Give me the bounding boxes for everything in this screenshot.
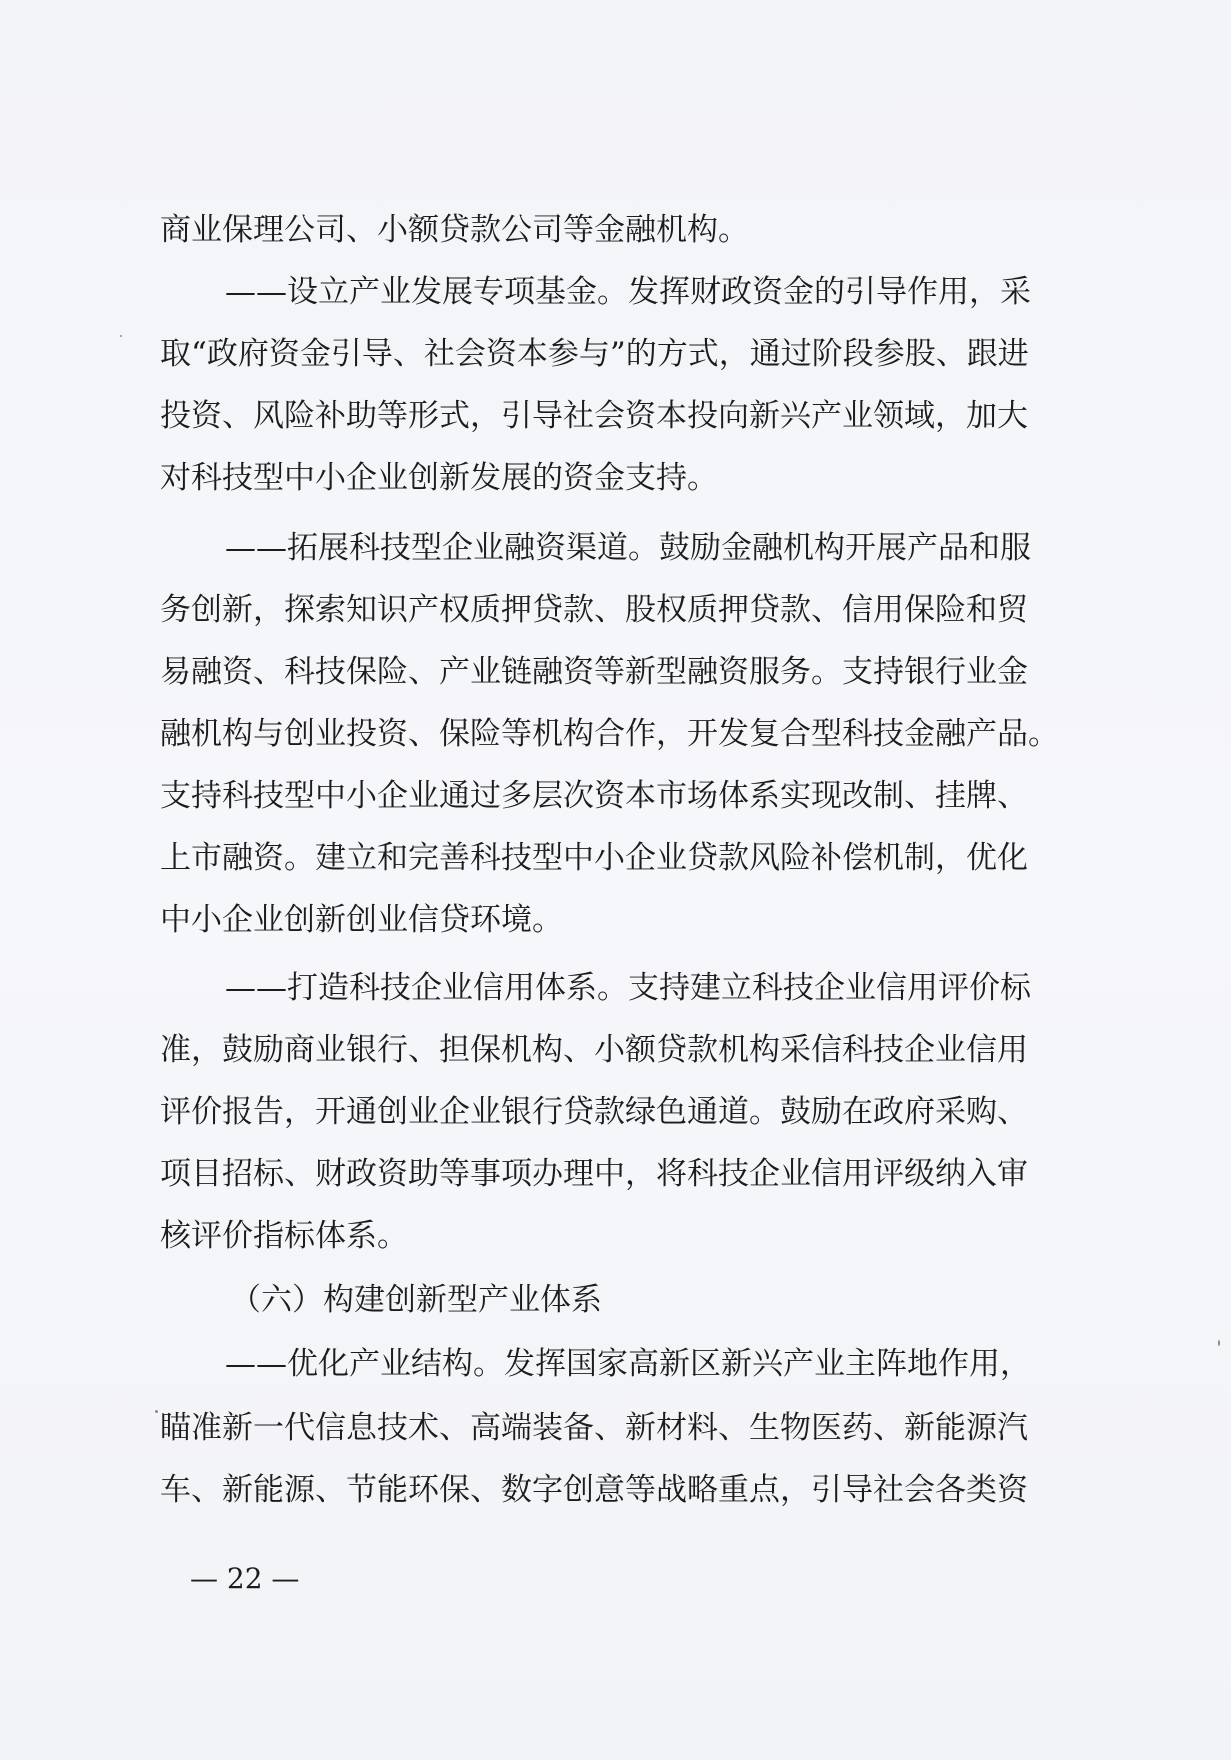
scan-speck (1218, 1340, 1220, 1346)
paragraph-line: 对科技型中小企业创新发展的资金支持。 (160, 460, 718, 496)
paragraph-line: 项目招标、财政资助等事项办理中，将科技企业信用评级纳入审 (160, 1156, 1028, 1192)
paragraph-line: 评价报告，开通创业企业银行贷款绿色通道。鼓励在政府采购、 (160, 1094, 1028, 1130)
paragraph-line: ——拓展科技型企业融资渠道。鼓励金融机构开展产品和服 (225, 530, 1031, 566)
paragraph-line: 瞄准新一代信息技术、高端装备、新材料、生物医药、新能源汽 (160, 1410, 1028, 1446)
paragraph-line: 车、新能源、节能环保、数字创意等战略重点，引导社会各类资 (160, 1472, 1028, 1508)
paragraph-line: 融机构与创业投资、保险等机构合作，开发复合型科技金融产品。 (160, 716, 1059, 752)
paragraph-line: 中小企业创新创业信贷环境。 (160, 902, 563, 938)
paragraph-line: 支持科技型中小企业通过多层次资本市场体系实现改制、挂牌、 (160, 778, 1028, 814)
paragraph-line: 务创新，探索知识产权质押贷款、股权质押贷款、信用保险和贸 (160, 592, 1028, 628)
section-heading: （六）构建创新型产业体系 (230, 1282, 602, 1318)
paragraph-line: 取“政府资金引导、社会资本参与”的方式，通过阶段参股、跟进 (160, 336, 1029, 372)
paragraph-line: ——优化产业结构。发挥国家高新区新兴产业主阵地作用， (225, 1346, 1031, 1382)
page-number: — 22 — (190, 1562, 300, 1595)
scan-speck (120, 335, 122, 337)
paragraph-line: 商业保理公司、小额贷款公司等金融机构。 (160, 212, 749, 248)
scan-speck (155, 1410, 158, 1413)
paragraph-line: ——设立产业发展专项基金。发挥财政资金的引导作用，采 (225, 274, 1031, 310)
paragraph-line: 易融资、科技保险、产业链融资等新型融资服务。支持银行业金 (160, 654, 1028, 690)
paragraph-line: 投资、风险补助等形式，引导社会资本投向新兴产业领域，加大 (160, 398, 1028, 434)
paragraph-line: 上市融资。建立和完善科技型中小企业贷款风险补偿机制，优化 (160, 840, 1028, 876)
paragraph-line: 核评价指标体系。 (160, 1218, 408, 1254)
paragraph-line: 准，鼓励商业银行、担保机构、小额贷款机构采信科技企业信用 (160, 1032, 1028, 1068)
paragraph-line: ——打造科技企业信用体系。支持建立科技企业信用评价标 (225, 970, 1031, 1006)
